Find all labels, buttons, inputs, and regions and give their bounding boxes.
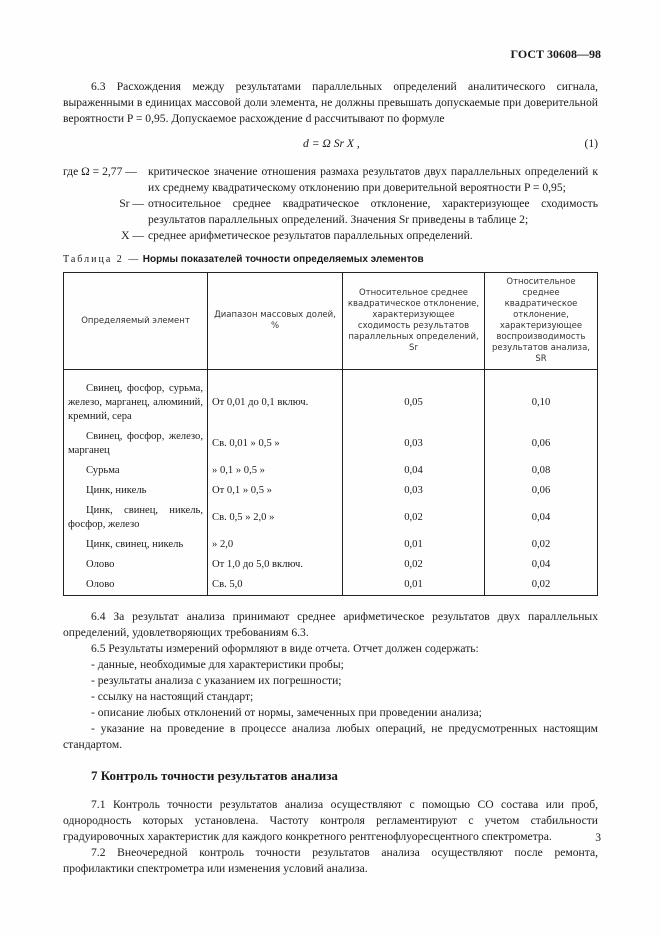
element-text: Цинк, свинец, никель, фосфор, железо xyxy=(68,505,203,530)
sR-cell: 0,04 xyxy=(485,501,598,535)
formula: d = Ω Sr X , xyxy=(303,137,360,150)
list-item: - указание на проведение в процессе анализа любых операций, не предусмотренных настоящим стандартом. xyxy=(63,722,598,751)
list-item: - результаты анализа с указанием их погрешности; xyxy=(91,674,342,687)
sr-cell: 0,01 xyxy=(343,535,485,555)
header-element: Определяемый элемент xyxy=(64,273,208,370)
table-row xyxy=(64,555,598,575)
sR-cell: 0,04 xyxy=(485,555,598,575)
formula-number: (1) xyxy=(584,137,598,150)
range-cell: Св. 0,5 » 2,0 » xyxy=(208,501,343,535)
sR-cell: 0,06 xyxy=(485,427,598,461)
formula-legend xyxy=(63,164,598,244)
paragraph-6-4: 6.4 За результат анализа принимают среднее арифметическое результатов двух параллельных определений, удовлетворяющих требованиям 6.3. xyxy=(63,610,598,639)
element-text: Свинец, фосфор, сурьма, железо, марганец, алюминий, кремний, сера xyxy=(68,383,203,422)
sR-cell: 0,10 xyxy=(485,370,598,428)
legend-sr-text: относительное среднее квадратическое отклонение, характеризующее сходимость результатов параллельных определений. Значения Sr приведены в таблице 2; xyxy=(148,197,598,226)
element-cell xyxy=(64,370,208,428)
sr-cell: 0,02 xyxy=(343,555,485,575)
table-row xyxy=(64,370,598,428)
element-cell xyxy=(64,461,208,481)
sR-cell: 0,06 xyxy=(485,481,598,501)
range-cell: От 1,0 до 5,0 включ. xyxy=(208,555,343,575)
element-cell xyxy=(64,481,208,501)
table-row xyxy=(64,427,598,461)
table-row xyxy=(64,535,598,555)
table-header-row xyxy=(64,273,598,370)
list-item: - данные, необходимые для характеристики пробы; xyxy=(91,658,344,671)
header-sR: Относительное среднее квадратическое отклонение, характеризующее воспроизводимость результатов анализа, SR xyxy=(485,273,598,370)
element-cell xyxy=(64,575,208,596)
element-text: Олово xyxy=(86,579,115,590)
sR-cell: 0,02 xyxy=(485,575,598,596)
header-sr: Относительное среднее квадратическое отклонение, характеризующее сходимость результатов параллельных определений, Sr xyxy=(343,273,485,370)
sr-cell: 0,02 xyxy=(343,501,485,535)
element-text: Сурьма xyxy=(86,465,120,476)
main-text xyxy=(63,79,598,877)
range-cell: От 0,1 » 0,5 » xyxy=(208,481,343,501)
element-text: Олово xyxy=(86,559,115,570)
table-row xyxy=(64,481,598,501)
element-cell xyxy=(64,535,208,555)
section-6-rest xyxy=(63,609,598,753)
element-text: Свинец, фосфор, железо, марганец xyxy=(68,431,203,456)
standard-header: ГОСТ 30608—98 xyxy=(510,47,601,61)
element-text: Цинк, свинец, никель xyxy=(86,539,184,550)
range-cell: Св. 5,0 xyxy=(208,575,343,596)
range-cell: » 0,1 » 0,5 » xyxy=(208,461,343,481)
section-7-body xyxy=(63,797,598,877)
table-row xyxy=(64,575,598,596)
legend-x-label: X — xyxy=(121,229,144,242)
legend-x xyxy=(63,228,598,244)
report-contents-list xyxy=(63,657,598,753)
range-cell: » 2,0 xyxy=(208,535,343,555)
paragraph-7-2: 7.2 Внеочередной контроль точности результатов анализа осуществляют после ремонта, профилактики спектрометра или изменения условий анализа. xyxy=(63,846,598,875)
sr-cell: 0,01 xyxy=(343,575,485,596)
legend-omega-label: где Ω = 2,77 — xyxy=(63,165,137,178)
legend-x-text: среднее арифметическое результатов параллельных определений. xyxy=(148,229,473,242)
list-item: - описание любых отклонений от нормы, замеченных при проведении анализа; xyxy=(91,706,482,719)
accuracy-norms-table xyxy=(63,272,598,596)
paragraph-6-5: 6.5 Результаты измерений оформляют в виде отчета. Отчет должен содержать: xyxy=(91,642,479,655)
range-cell: Св. 0,01 » 0,5 » xyxy=(208,427,343,461)
sr-cell: 0,03 xyxy=(343,427,485,461)
table-body xyxy=(64,370,598,596)
legend-omega-text: критическое значение отношения размаха результатов двух параллельных определений к их среднему квадратическому отклонению при доверительной вероятности P = 0,95; xyxy=(148,165,598,194)
formula-row xyxy=(63,136,598,154)
table-row xyxy=(64,461,598,481)
element-cell xyxy=(64,555,208,575)
element-cell xyxy=(64,501,208,535)
sr-cell: 0,04 xyxy=(343,461,485,481)
sr-cell: 0,05 xyxy=(343,370,485,428)
page-number: 3 xyxy=(595,831,601,844)
sR-cell: 0,02 xyxy=(485,535,598,555)
list-item: - ссылку на настоящий стандарт; xyxy=(91,690,254,703)
section-7-title: 7 Контроль точности результатов анализа xyxy=(91,768,338,783)
table-caption-title: Нормы показателей точности определяемых элементов xyxy=(142,254,424,265)
legend-omega xyxy=(63,164,598,196)
header-range: Диапазон массовых долей, % xyxy=(208,273,343,370)
table-row xyxy=(64,501,598,535)
legend-sr-label: Sr — xyxy=(119,197,144,210)
element-cell xyxy=(64,427,208,461)
table-caption-prefix: Таблица 2 — xyxy=(63,254,141,265)
range-cell: От 0,01 до 0,1 включ. xyxy=(208,370,343,428)
legend-sr xyxy=(63,196,598,228)
paragraph-7-1: 7.1 Контроль точности результатов анализа осуществляют с помощью СО состава или проб, однородность которых установлена. Частоту контроля регламентируют с учетом стабильности градуировочных характеристик для каждого конкретного рентгенофлуоресцентного спектрометра. xyxy=(63,798,598,843)
sr-cell: 0,03 xyxy=(343,481,485,501)
sR-cell: 0,08 xyxy=(485,461,598,481)
paragraph-6-3: 6.3 Расхождения между результатами параллельных определений аналитического сигнала, выраженными в единицах массовой доли элемента, не должны превышать допускаемые при доверительной вероятности P = 0,95. Допускаемое расхождение d рассчитывают по формуле xyxy=(63,80,598,125)
table-caption xyxy=(63,252,598,268)
element-text: Цинк, никель xyxy=(86,485,147,496)
